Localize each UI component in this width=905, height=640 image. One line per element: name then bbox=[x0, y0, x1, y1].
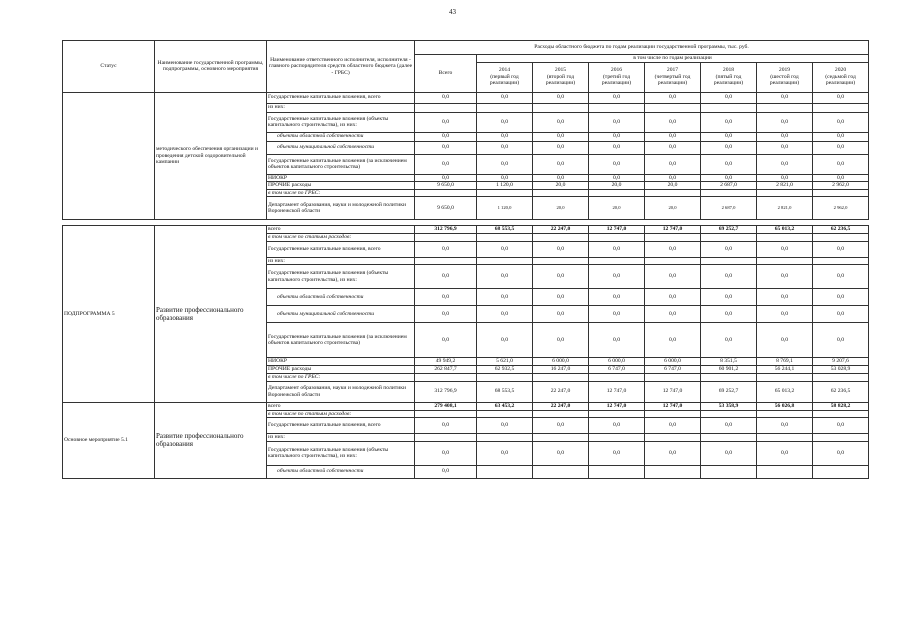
row-label: Государственные капитальные вложения (за исключением объектов капитального строительства) bbox=[267, 323, 415, 358]
value-cell: 0,0 bbox=[757, 154, 813, 174]
value-cell bbox=[477, 257, 533, 265]
value-cell: 20,0 bbox=[589, 197, 645, 220]
value-cell: 0,0 bbox=[415, 289, 477, 306]
value-cell: 0,0 bbox=[415, 112, 477, 132]
row-label: в том числе по ГРБС: bbox=[267, 374, 415, 382]
value-cell: 0,0 bbox=[415, 174, 477, 182]
value-cell: 0,0 bbox=[589, 174, 645, 182]
value-cell bbox=[533, 234, 589, 242]
value-cell bbox=[477, 434, 533, 442]
value-cell: 0,0 bbox=[757, 265, 813, 289]
value-cell bbox=[757, 103, 813, 112]
value-cell: 20,0 bbox=[645, 182, 701, 190]
header-year-2019 bbox=[757, 62, 813, 92]
value-cell: 56 244,1 bbox=[757, 366, 813, 374]
value-cell: 9 650,0 bbox=[415, 197, 477, 220]
row-label: ПРОЧИЕ расходы bbox=[267, 366, 415, 374]
value-cell: 0,0 bbox=[589, 92, 645, 103]
value-cell: 0,0 bbox=[757, 241, 813, 257]
table-header bbox=[63, 41, 869, 93]
header-total: Всего bbox=[415, 55, 477, 93]
table-body bbox=[63, 92, 869, 478]
row-label: Государственные капитальные вложения (объекты капитального строительства), из них: bbox=[267, 112, 415, 132]
value-cell bbox=[415, 374, 477, 382]
row-label: Государственные капитальные вложения (за исключением объектов капитального строительства) bbox=[267, 154, 415, 174]
value-cell: 0,0 bbox=[701, 92, 757, 103]
value-cell bbox=[533, 189, 589, 197]
header-year-2020 bbox=[813, 62, 869, 92]
value-cell bbox=[757, 434, 813, 442]
page-number: 43 bbox=[449, 8, 456, 16]
value-cell bbox=[645, 434, 701, 442]
value-cell: 279 408,1 bbox=[415, 402, 477, 410]
value-cell: 0,0 bbox=[701, 323, 757, 358]
value-cell bbox=[701, 434, 757, 442]
value-cell bbox=[589, 234, 645, 242]
value-cell: 22 247,0 bbox=[533, 402, 589, 410]
header-program-name: Наименование государственной программы, подпрограммы, основного мероприятия bbox=[155, 41, 267, 93]
row-label: всего bbox=[267, 226, 415, 234]
header-year-note: (третий год реализации) bbox=[601, 73, 632, 87]
value-cell: 0,0 bbox=[589, 418, 645, 434]
value-cell: 262 847,7 bbox=[415, 366, 477, 374]
value-cell bbox=[645, 103, 701, 112]
value-cell: 2 962,0 bbox=[813, 197, 869, 220]
value-cell: 0,0 bbox=[477, 289, 533, 306]
value-cell: 0,0 bbox=[645, 323, 701, 358]
value-cell: 0,0 bbox=[701, 441, 757, 465]
row-label: в том числе по статьям расходов: bbox=[267, 410, 415, 418]
header-executor: Наименование ответственного исполнителя, исполнителя - главного распорядителя средств областного бюджета (далее - ГРБС) bbox=[267, 41, 415, 93]
status-cell: Основное мероприятие 5.1 bbox=[63, 402, 155, 478]
value-cell bbox=[589, 374, 645, 382]
value-cell: 0,0 bbox=[415, 132, 477, 141]
value-cell: 0,0 bbox=[533, 174, 589, 182]
value-cell: 0,0 bbox=[757, 174, 813, 182]
value-cell: 0,0 bbox=[477, 92, 533, 103]
value-cell bbox=[477, 103, 533, 112]
value-cell: 0,0 bbox=[645, 132, 701, 141]
value-cell: 0,0 bbox=[589, 112, 645, 132]
value-cell: 0,0 bbox=[757, 112, 813, 132]
value-cell: 0,0 bbox=[701, 265, 757, 289]
value-cell bbox=[813, 257, 869, 265]
value-cell bbox=[757, 234, 813, 242]
value-cell: 12 747,0 bbox=[645, 226, 701, 234]
header-year-label: 2016 bbox=[610, 67, 623, 74]
value-cell bbox=[533, 374, 589, 382]
header-year-note: (четвертый год реализации) bbox=[654, 73, 691, 87]
value-cell: 20,0 bbox=[533, 197, 589, 220]
value-cell bbox=[813, 103, 869, 112]
value-cell: 65 013,2 bbox=[757, 226, 813, 234]
status-cell bbox=[63, 92, 155, 220]
table-row bbox=[63, 92, 869, 103]
value-cell: 0,0 bbox=[645, 112, 701, 132]
value-cell bbox=[533, 410, 589, 418]
value-cell: 0,0 bbox=[589, 306, 645, 323]
value-cell: 22 247,0 bbox=[533, 226, 589, 234]
value-cell bbox=[813, 234, 869, 242]
header-year-2016 bbox=[589, 62, 645, 92]
value-cell: 8 769,1 bbox=[757, 358, 813, 366]
value-cell: 0,0 bbox=[533, 132, 589, 141]
value-cell: 0,0 bbox=[589, 441, 645, 465]
value-cell: 0,0 bbox=[813, 154, 869, 174]
value-cell: 0,0 bbox=[813, 132, 869, 141]
header-year-label: 2019 bbox=[778, 67, 791, 74]
value-cell: 53 358,9 bbox=[701, 402, 757, 410]
value-cell: 0,0 bbox=[533, 418, 589, 434]
header-year-2017 bbox=[645, 62, 701, 92]
value-cell bbox=[757, 410, 813, 418]
value-cell: 0,0 bbox=[813, 306, 869, 323]
value-cell: 0,0 bbox=[757, 141, 813, 154]
value-cell: 0,0 bbox=[813, 92, 869, 103]
value-cell: 12 747,0 bbox=[589, 226, 645, 234]
value-cell: 0,0 bbox=[701, 112, 757, 132]
row-label: объекты муниципальной собственности bbox=[267, 141, 415, 154]
value-cell: 0,0 bbox=[645, 306, 701, 323]
value-cell: 0,0 bbox=[813, 241, 869, 257]
value-cell bbox=[589, 465, 645, 478]
value-cell bbox=[415, 189, 477, 197]
value-cell bbox=[645, 465, 701, 478]
value-cell: 0,0 bbox=[645, 141, 701, 154]
value-cell: 0,0 bbox=[589, 323, 645, 358]
value-cell: 0,0 bbox=[415, 465, 477, 478]
value-cell: 0,0 bbox=[415, 141, 477, 154]
row-label: Государственные капитальные вложения (объекты капитального строительства), из них: bbox=[267, 441, 415, 465]
value-cell: 0,0 bbox=[477, 241, 533, 257]
value-cell: 68 553,5 bbox=[477, 226, 533, 234]
value-cell: 0,0 bbox=[477, 174, 533, 182]
row-label: из них: bbox=[267, 103, 415, 112]
value-cell: 0,0 bbox=[757, 323, 813, 358]
value-cell: 0,0 bbox=[477, 141, 533, 154]
value-cell: 0,0 bbox=[701, 174, 757, 182]
header-status: Статус bbox=[63, 41, 155, 93]
value-cell: 0,0 bbox=[415, 92, 477, 103]
value-cell bbox=[813, 465, 869, 478]
value-cell: 0,0 bbox=[589, 265, 645, 289]
value-cell: 2 687,0 bbox=[701, 182, 757, 190]
row-label: объекты областной собственности bbox=[267, 132, 415, 141]
value-cell bbox=[477, 465, 533, 478]
header-expenses: Расходы областного бюджета по годам реализации государственной программы, тыс. руб. bbox=[415, 41, 869, 55]
value-cell: 0,0 bbox=[477, 306, 533, 323]
value-cell: 0,0 bbox=[645, 418, 701, 434]
row-label: всего bbox=[267, 402, 415, 410]
value-cell: 0,0 bbox=[533, 265, 589, 289]
program-name-cell: методического обеспечения организации и проведения детской оздоровительной кампании bbox=[155, 92, 267, 220]
header-year-label: 2018 bbox=[722, 67, 735, 74]
value-cell bbox=[645, 257, 701, 265]
value-cell bbox=[813, 434, 869, 442]
header-year-note: (второй год реализации) bbox=[545, 73, 576, 87]
value-cell: 0,0 bbox=[757, 92, 813, 103]
value-cell: 312 796,9 bbox=[415, 381, 477, 402]
value-cell bbox=[533, 257, 589, 265]
value-cell bbox=[701, 465, 757, 478]
value-cell bbox=[415, 410, 477, 418]
value-cell: 0,0 bbox=[757, 289, 813, 306]
row-label: ПРОЧИЕ расходы bbox=[267, 182, 415, 190]
value-cell: 0,0 bbox=[589, 141, 645, 154]
value-cell: 1 120,0 bbox=[477, 197, 533, 220]
value-cell: 58 828,2 bbox=[813, 402, 869, 410]
value-cell: 0,0 bbox=[533, 441, 589, 465]
value-cell: 20,0 bbox=[589, 182, 645, 190]
value-cell bbox=[477, 410, 533, 418]
value-cell bbox=[533, 434, 589, 442]
row-label: Государственные капитальные вложения (объекты капитального строительства), из них: bbox=[267, 265, 415, 289]
header-year-label: 2020 bbox=[834, 67, 847, 74]
value-cell: 12 747,0 bbox=[645, 381, 701, 402]
row-label: в том числе по статьям расходов: bbox=[267, 234, 415, 242]
value-cell: 12 747,0 bbox=[645, 402, 701, 410]
header-year-2018 bbox=[701, 62, 757, 92]
program-name-cell: Развитие профессионального образования bbox=[155, 402, 267, 478]
row-label: объекты областной собственности bbox=[267, 465, 415, 478]
value-cell: 2 821,0 bbox=[757, 197, 813, 220]
value-cell: 0,0 bbox=[757, 132, 813, 141]
value-cell bbox=[701, 374, 757, 382]
value-cell bbox=[477, 374, 533, 382]
row-label: из них: bbox=[267, 257, 415, 265]
value-cell: 6 000,0 bbox=[589, 358, 645, 366]
value-cell: 0,0 bbox=[477, 112, 533, 132]
value-cell: 62 932,5 bbox=[477, 366, 533, 374]
value-cell bbox=[645, 189, 701, 197]
value-cell: 63 453,2 bbox=[477, 402, 533, 410]
value-cell: 0,0 bbox=[757, 306, 813, 323]
budget-table bbox=[62, 40, 869, 479]
value-cell: 20,0 bbox=[533, 182, 589, 190]
value-cell: 0,0 bbox=[645, 241, 701, 257]
table-row bbox=[63, 402, 869, 410]
value-cell bbox=[701, 257, 757, 265]
value-cell bbox=[701, 103, 757, 112]
value-cell: 69 252,7 bbox=[701, 381, 757, 402]
header-year-note: (пятый год реализации) bbox=[713, 73, 744, 87]
row-label: НИОКР bbox=[267, 358, 415, 366]
value-cell bbox=[415, 257, 477, 265]
value-cell: 0,0 bbox=[645, 265, 701, 289]
value-cell: 0,0 bbox=[701, 306, 757, 323]
value-cell: 0,0 bbox=[701, 418, 757, 434]
value-cell bbox=[589, 410, 645, 418]
value-cell: 0,0 bbox=[533, 154, 589, 174]
value-cell: 0,0 bbox=[533, 241, 589, 257]
value-cell bbox=[701, 189, 757, 197]
value-cell: 6 000,0 bbox=[645, 358, 701, 366]
value-cell: 68 553,5 bbox=[477, 381, 533, 402]
value-cell: 0,0 bbox=[701, 132, 757, 141]
value-cell: 0,0 bbox=[477, 441, 533, 465]
value-cell bbox=[645, 374, 701, 382]
header-year-label: 2017 bbox=[666, 67, 679, 74]
value-cell: 0,0 bbox=[415, 241, 477, 257]
header-year-label: 2015 bbox=[554, 67, 567, 74]
value-cell: 16 247,0 bbox=[533, 366, 589, 374]
value-cell: 0,0 bbox=[813, 441, 869, 465]
value-cell: 62 236,5 bbox=[813, 381, 869, 402]
value-cell: 22 247,0 bbox=[533, 381, 589, 402]
row-label: из них: bbox=[267, 434, 415, 442]
value-cell: 8 351,5 bbox=[701, 358, 757, 366]
value-cell: 5 621,0 bbox=[477, 358, 533, 366]
value-cell: 49 949,2 bbox=[415, 358, 477, 366]
header-year-2015 bbox=[533, 62, 589, 92]
value-cell: 0,0 bbox=[757, 441, 813, 465]
value-cell bbox=[757, 257, 813, 265]
value-cell: 2 962,0 bbox=[813, 182, 869, 190]
value-cell: 53 028,9 bbox=[813, 366, 869, 374]
value-cell: 6 747,0 bbox=[645, 366, 701, 374]
value-cell: 0,0 bbox=[813, 112, 869, 132]
row-label: Государственные капитальные вложения, всего bbox=[267, 418, 415, 434]
status-cell: ПОДПРОГРАММА 5 bbox=[63, 226, 155, 403]
value-cell bbox=[589, 103, 645, 112]
header-year-note: (первый год реализации) bbox=[489, 73, 520, 87]
value-cell bbox=[589, 434, 645, 442]
header-year-note: (седьмой год реализации) bbox=[825, 73, 856, 87]
value-cell: 0,0 bbox=[477, 132, 533, 141]
value-cell bbox=[589, 257, 645, 265]
header-year-label: 2014 bbox=[498, 67, 511, 74]
header-year-note: (шестой год реализации) bbox=[769, 73, 800, 87]
value-cell: 6 000,0 bbox=[533, 358, 589, 366]
value-cell: 312 796,9 bbox=[415, 226, 477, 234]
value-cell: 69 252,7 bbox=[701, 226, 757, 234]
value-cell: 65 013,2 bbox=[757, 381, 813, 402]
value-cell: 0,0 bbox=[813, 289, 869, 306]
value-cell: 0,0 bbox=[415, 154, 477, 174]
value-cell bbox=[701, 234, 757, 242]
value-cell bbox=[757, 374, 813, 382]
value-cell: 0,0 bbox=[813, 418, 869, 434]
value-cell bbox=[415, 434, 477, 442]
row-label: НИОКР bbox=[267, 174, 415, 182]
value-cell: 0,0 bbox=[415, 418, 477, 434]
value-cell: 0,0 bbox=[757, 418, 813, 434]
value-cell: 0,0 bbox=[813, 323, 869, 358]
value-cell: 0,0 bbox=[533, 289, 589, 306]
value-cell: 2 821,0 bbox=[757, 182, 813, 190]
header-year-2014 bbox=[477, 62, 533, 92]
value-cell: 0,0 bbox=[477, 265, 533, 289]
value-cell: 0,0 bbox=[701, 289, 757, 306]
value-cell: 0,0 bbox=[589, 132, 645, 141]
value-cell bbox=[477, 234, 533, 242]
value-cell bbox=[533, 103, 589, 112]
value-cell: 0,0 bbox=[415, 265, 477, 289]
row-label: Государственные капитальные вложения, всего bbox=[267, 92, 415, 103]
value-cell: 0,0 bbox=[477, 418, 533, 434]
value-cell bbox=[533, 465, 589, 478]
value-cell: 0,0 bbox=[645, 289, 701, 306]
value-cell: 0,0 bbox=[813, 141, 869, 154]
header-by-year: в том числе по годам реализации bbox=[477, 55, 869, 63]
value-cell: 9 207,6 bbox=[813, 358, 869, 366]
value-cell: 0,0 bbox=[645, 154, 701, 174]
value-cell: 0,0 bbox=[533, 323, 589, 358]
value-cell: 0,0 bbox=[533, 306, 589, 323]
row-label: объекты областной собственности bbox=[267, 289, 415, 306]
value-cell: 0,0 bbox=[645, 441, 701, 465]
row-label: Департамент образования, науки и молодежной политики Воронежской области bbox=[267, 197, 415, 220]
value-cell bbox=[701, 410, 757, 418]
value-cell bbox=[645, 234, 701, 242]
value-cell: 62 236,5 bbox=[813, 226, 869, 234]
row-label: Государственные капитальные вложения, всего bbox=[267, 241, 415, 257]
value-cell bbox=[645, 410, 701, 418]
value-cell: 0,0 bbox=[645, 92, 701, 103]
value-cell: 12 747,0 bbox=[589, 402, 645, 410]
value-cell: 0,0 bbox=[645, 174, 701, 182]
value-cell: 0,0 bbox=[589, 289, 645, 306]
value-cell bbox=[589, 189, 645, 197]
value-cell: 0,0 bbox=[533, 112, 589, 132]
value-cell bbox=[477, 189, 533, 197]
value-cell bbox=[813, 189, 869, 197]
value-cell: 0,0 bbox=[415, 441, 477, 465]
value-cell: 0,0 bbox=[533, 92, 589, 103]
value-cell: 0,0 bbox=[701, 154, 757, 174]
value-cell: 2 687,0 bbox=[701, 197, 757, 220]
value-cell: 0,0 bbox=[589, 154, 645, 174]
value-cell: 0,0 bbox=[477, 323, 533, 358]
value-cell bbox=[813, 410, 869, 418]
value-cell: 0,0 bbox=[415, 323, 477, 358]
value-cell bbox=[415, 234, 477, 242]
row-label: в том числе по ГРБС: bbox=[267, 189, 415, 197]
value-cell: 0,0 bbox=[477, 154, 533, 174]
value-cell bbox=[813, 374, 869, 382]
value-cell: 0,0 bbox=[813, 174, 869, 182]
value-cell bbox=[757, 189, 813, 197]
row-label: Департамент образования, науки и молодежной политики Воронежской области bbox=[267, 381, 415, 402]
value-cell: 56 026,8 bbox=[757, 402, 813, 410]
table-row bbox=[63, 226, 869, 234]
value-cell: 12 747,0 bbox=[589, 381, 645, 402]
value-cell bbox=[757, 465, 813, 478]
value-cell: 0,0 bbox=[701, 141, 757, 154]
value-cell bbox=[415, 103, 477, 112]
value-cell: 0,0 bbox=[813, 265, 869, 289]
value-cell: 0,0 bbox=[589, 241, 645, 257]
value-cell: 1 120,0 bbox=[477, 182, 533, 190]
value-cell: 6 747,0 bbox=[589, 366, 645, 374]
row-label: объекты муниципальной собственности bbox=[267, 306, 415, 323]
value-cell: 20,0 bbox=[645, 197, 701, 220]
value-cell: 0,0 bbox=[701, 241, 757, 257]
value-cell: 0,0 bbox=[533, 141, 589, 154]
value-cell: 60 901,2 bbox=[701, 366, 757, 374]
value-cell: 9 650,0 bbox=[415, 182, 477, 190]
program-name-cell: Развитие профессионального образования bbox=[155, 226, 267, 403]
value-cell: 0,0 bbox=[415, 306, 477, 323]
